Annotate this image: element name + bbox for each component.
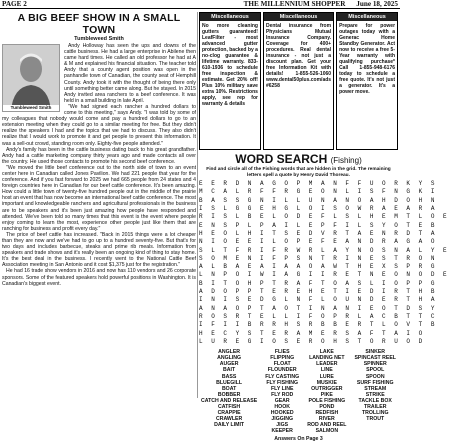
word-list-item: CRAPPIE — [217, 410, 241, 417]
word-list-item: ANGLER — [218, 349, 241, 356]
grid-row: S L T F R I F R W R L A Y N O S N A L Y E — [199, 246, 449, 254]
word-list-item: SPOOL — [366, 367, 385, 374]
word-list-item: SALMON — [315, 428, 339, 435]
grid-row: I S L G G E H G L O I S O W R A E A R A — [199, 205, 437, 213]
page-number: PAGE 2 — [2, 0, 27, 8]
article-paragraph: Andy's family has been in the cattle business dating back to his great grandfather. Andy had a cattle marketing company thirty years ago and made contacts all over the country. He used those contacts to promote his second beef conference. — [2, 146, 196, 165]
word-list-item: LANDING NET — [309, 355, 345, 362]
grid-row: A D O P P T E R E H E T I E D I R T H B — [199, 288, 437, 296]
article-paragraph: Andy Holloway has seen the ups and downs of the cattle business. He had a large enterprise in Abilene then came hard times. He called an old professor he had at A & M and explained his financial situation. The teacher told Andy that a county agent position was open in the panhandle town of Canadian, the county seat of Hemphill County. Andy took it with the thought of being there only until something better came along. But he stayed. In 2015 Andy invited area ranchers to a beef conference. It was held in a small building in late April. — [64, 43, 196, 104]
word-list-item: POND — [319, 403, 335, 410]
word-list-item: BOAT — [221, 385, 237, 392]
ad-body: No more cleaning gutters guaranteed! LeafFilter - most advanced gutter protection, backed by a no-clog guarantee & lifetime warranty. 833-610-1936 to schedule free inspection & estimate. Get 20% off! Plus 10% military save extra 10%. Restrictions apply, see rep for warranty & details — [202, 23, 258, 107]
grid-row: R I S L B E L O D E F L S L H E M T L O E — [199, 213, 449, 221]
author-photo — [2, 44, 60, 112]
word-list-item: LINE — [320, 367, 333, 374]
grid-row: B A S S G N I L L U N A N O A H D O H N — [199, 196, 437, 204]
word-list-item: HOOK — [274, 403, 290, 410]
grid-row: R O S R T E L L I F O P R L A C B T T C — [199, 312, 437, 320]
classified-ad — [263, 12, 334, 150]
column-divider — [197, 12, 198, 398]
word-list-column — [265, 349, 299, 434]
word-list-item: OUTRIGGER — [311, 385, 343, 392]
word-list-item: REDFISH — [315, 410, 339, 417]
word-list-item: BOBBER — [217, 391, 241, 398]
grid-row: S O M E N I F P S N T R I N E S T R O N — [199, 254, 437, 262]
word-list-item: TROUT — [366, 416, 385, 423]
article-body — [2, 43, 196, 287]
word-list-item: KEEPER — [271, 428, 293, 435]
grid-row: H E C Y S T E R A M E R S A F T A I O — [199, 329, 425, 337]
word-list-item: FLIES — [274, 349, 290, 356]
word-list-item: FLIPPING — [270, 355, 295, 362]
article-paragraph: The price of beef cattle has increased. "Back in 2015 things were a lot cheaper than they are now and we've had to go up to a hundred seventy-five. But that's for two days and includes barbecue, steaks and prime rib meals. Information from speakers and trade shows and it's really been an ongoing kind of thing to stay home. It's the best deal in the business. I recently went to the National Cattle Beef Association meeting in San Antonio and it cost $1,375 just for the registration." — [2, 231, 196, 269]
word-list-item: JIGGING — [271, 416, 293, 423]
word-list-item: STRIKE — [365, 391, 385, 398]
word-list-item: MUSKIE — [316, 379, 337, 386]
word-list-column — [201, 349, 257, 434]
photo-caption: Tumbleweed Smith — [3, 105, 59, 111]
classified-ad — [199, 12, 261, 150]
grid-row: I F I I B R R H S R B B E R T L O V T B — [199, 321, 437, 329]
word-list-item: TROLLING — [361, 410, 389, 417]
classified-ad — [336, 12, 398, 150]
word-list-item: LEADER — [316, 361, 338, 368]
article-headline: A BIG BEEF SHOW IN A SMALL TOWN — [17, 12, 181, 36]
word-list-item: FLY ROD — [271, 391, 294, 398]
author-portrait-image — [3, 45, 59, 111]
word-list-item: SPINCAST REEL — [354, 355, 396, 362]
word-list-item: FLY FISHING — [266, 379, 299, 386]
grid-row: E E R D N A G O P M A N F F U O R K Y S — [199, 180, 437, 188]
word-list-item: AUGER — [219, 361, 239, 368]
wordsearch-instructions: Find and circle all of the Fishing words that are hidden in the grid. The remaining letters spell a quote by Henry David Thoreau. — [206, 167, 391, 178]
wordsearch-grid — [199, 180, 449, 346]
word-list-item: BAIT — [223, 367, 236, 374]
article-paragraph: He had 16 trade show vendors in 2016 and now has 110 vendors and 26 corporate sponsors. Some of the featured speakers hold powerful positions in Washington. It is Canadian's biggest event. — [2, 268, 196, 287]
word-list-item: FLOAT — [273, 361, 291, 368]
article-byline: Tumbleweed Smith — [74, 36, 124, 42]
word-list-column — [354, 349, 396, 434]
word-list-item: RIVER — [318, 416, 335, 423]
grid-row: M C A L R F F R G E O N L I S F N G K I — [199, 188, 437, 196]
word-list-item: FLOUNDER — [267, 367, 297, 374]
word-list-item: BLUEGILL — [216, 379, 243, 386]
wordsearch-word-list — [199, 349, 398, 434]
grid-row: B I T O H P T R A F T O A S L I O P P G — [199, 279, 437, 287]
word-list-item: DAILY LIMIT — [214, 422, 245, 429]
word-list-item: CATFISH — [218, 403, 241, 410]
word-list-item: LURE — [319, 373, 334, 380]
word-list-item: SPINNER — [363, 361, 387, 368]
word-list-item: FLY LINE — [270, 385, 294, 392]
word-list-item: STREAM — [364, 385, 387, 392]
article-column — [2, 12, 196, 398]
word-list-item: SINKER — [365, 349, 386, 356]
ad-body: Dental insurance from Physicians Mutual Insurance Company. Coverage for 400+ procedures. Real dental insurance - not just a discount plan. Get your free Information Kit with details! 1-855-526-1060 www.dental50plus.com/ads #6258 — [265, 23, 332, 89]
word-list-item: JIGS — [276, 422, 289, 429]
word-list-item: TACKLE BOX — [358, 397, 392, 404]
word-list-column — [307, 349, 346, 434]
article-paragraph: "We moved the little beef conference out to the north side of town to an event center here in Canadian called Jones Pavilion. We had 221 people that year for the conference. And if you fast forward to 2025 we had 665 people from 24 states and 4 foreign countries here in Canadian for our beef cattle conference. It's been amazing. How could a little town of twenty-five hundred people out in the middle of the prairie host an event that has now become an international beef cattle conference. The most important and knowledgeable ranchers and agricultural professionals in the business are to be speakers and it's been just amazing how people have responded and attended. We've been told so many times that this event is the event where people enjoy coming to learn the most, experience other people just like them that are ranching for business and profit every day." — [2, 164, 196, 232]
grid-row: A N A O P T A O T I N A N I E O T D S Y — [199, 304, 437, 312]
paper-name-date — [244, 0, 398, 8]
right-column — [199, 12, 449, 442]
article-paragraph: "We had signed each rancher a hundred dollars to come to this meeting," says Andy. "I was told by some of my colleagues that nobody would come and pay a hundred dollars to go to an extension meeting when they could go to a similar meeting for free. But they didn't realize the speakers I had and the topics that we had to discuss. They also didn't realize that I would work to promote it and get people to present this information. It was a sell-out crowd, standing room only. Eighty-five people attended." — [2, 103, 196, 147]
word-list-item: FLY CASTING — [265, 373, 300, 380]
word-list-item: SPOON — [365, 373, 385, 380]
wordsearch-title — [199, 153, 398, 167]
word-list-item: ANGLING — [217, 355, 242, 362]
answers-note: Answers On Page 3 — [274, 436, 323, 442]
grid-row: E N S P L P A I L E P F I L S Y O T E B — [199, 221, 437, 229]
word-list-item: CRAWLER — [215, 416, 243, 423]
ad-body: Prepare for power outages today with a Generac Home Standby Generator. Act now to receive a free 5-Year warranty with qualifying purchase* Call 1-855-948-6176 today to schedule a free quote. It's not just a generator. It's a power move. — [339, 23, 396, 95]
word-list-item: SURF FISHING — [356, 379, 394, 386]
grid-row: I N I S E D G L N F L O U N D E R T H A — [199, 296, 437, 304]
word-list-item: POLE FISHING — [308, 397, 346, 404]
ad-header: Miscellaneous — [200, 13, 260, 21]
ad-header: Miscellaneous — [264, 13, 333, 21]
grid-row: L U R E G I O S E R O H S T O R U O D — [199, 337, 425, 345]
paper-name: THE MILLENNIUM SHOPPER — [243, 0, 346, 8]
grid-row: L N P O I W I A G I I R E T N E O N O D E — [199, 271, 449, 279]
issue-date: June 18, 2025 — [356, 0, 398, 8]
grid-row: H E O L H I T S E D V R T A E N R D T A — [199, 229, 437, 237]
word-list-item: CATCH AND RELEASE — [201, 397, 258, 404]
grid-row: A L B A E A I A A O A W T H E X S P R G — [199, 263, 437, 271]
classified-ads — [199, 12, 398, 150]
word-list-item: LAKE — [319, 349, 334, 356]
word-list-item: GEAR — [274, 397, 290, 404]
word-list-item: ROD AND REEL — [307, 422, 347, 429]
word-list-item: PIKE — [320, 391, 333, 398]
word-list-item: TRAILER — [363, 403, 387, 410]
wordsearch-title-text: WORD SEARCH — [235, 152, 328, 166]
word-list-item: BASS — [221, 373, 237, 380]
grid-row: N I O E E I L O P E F E A N D R A G A O — [199, 238, 437, 246]
word-list-item: HOOKED — [270, 410, 294, 417]
wordsearch-subtitle: (Fishing) — [330, 156, 362, 165]
ad-header: Miscellaneous — [337, 13, 397, 21]
masthead — [0, 0, 400, 9]
